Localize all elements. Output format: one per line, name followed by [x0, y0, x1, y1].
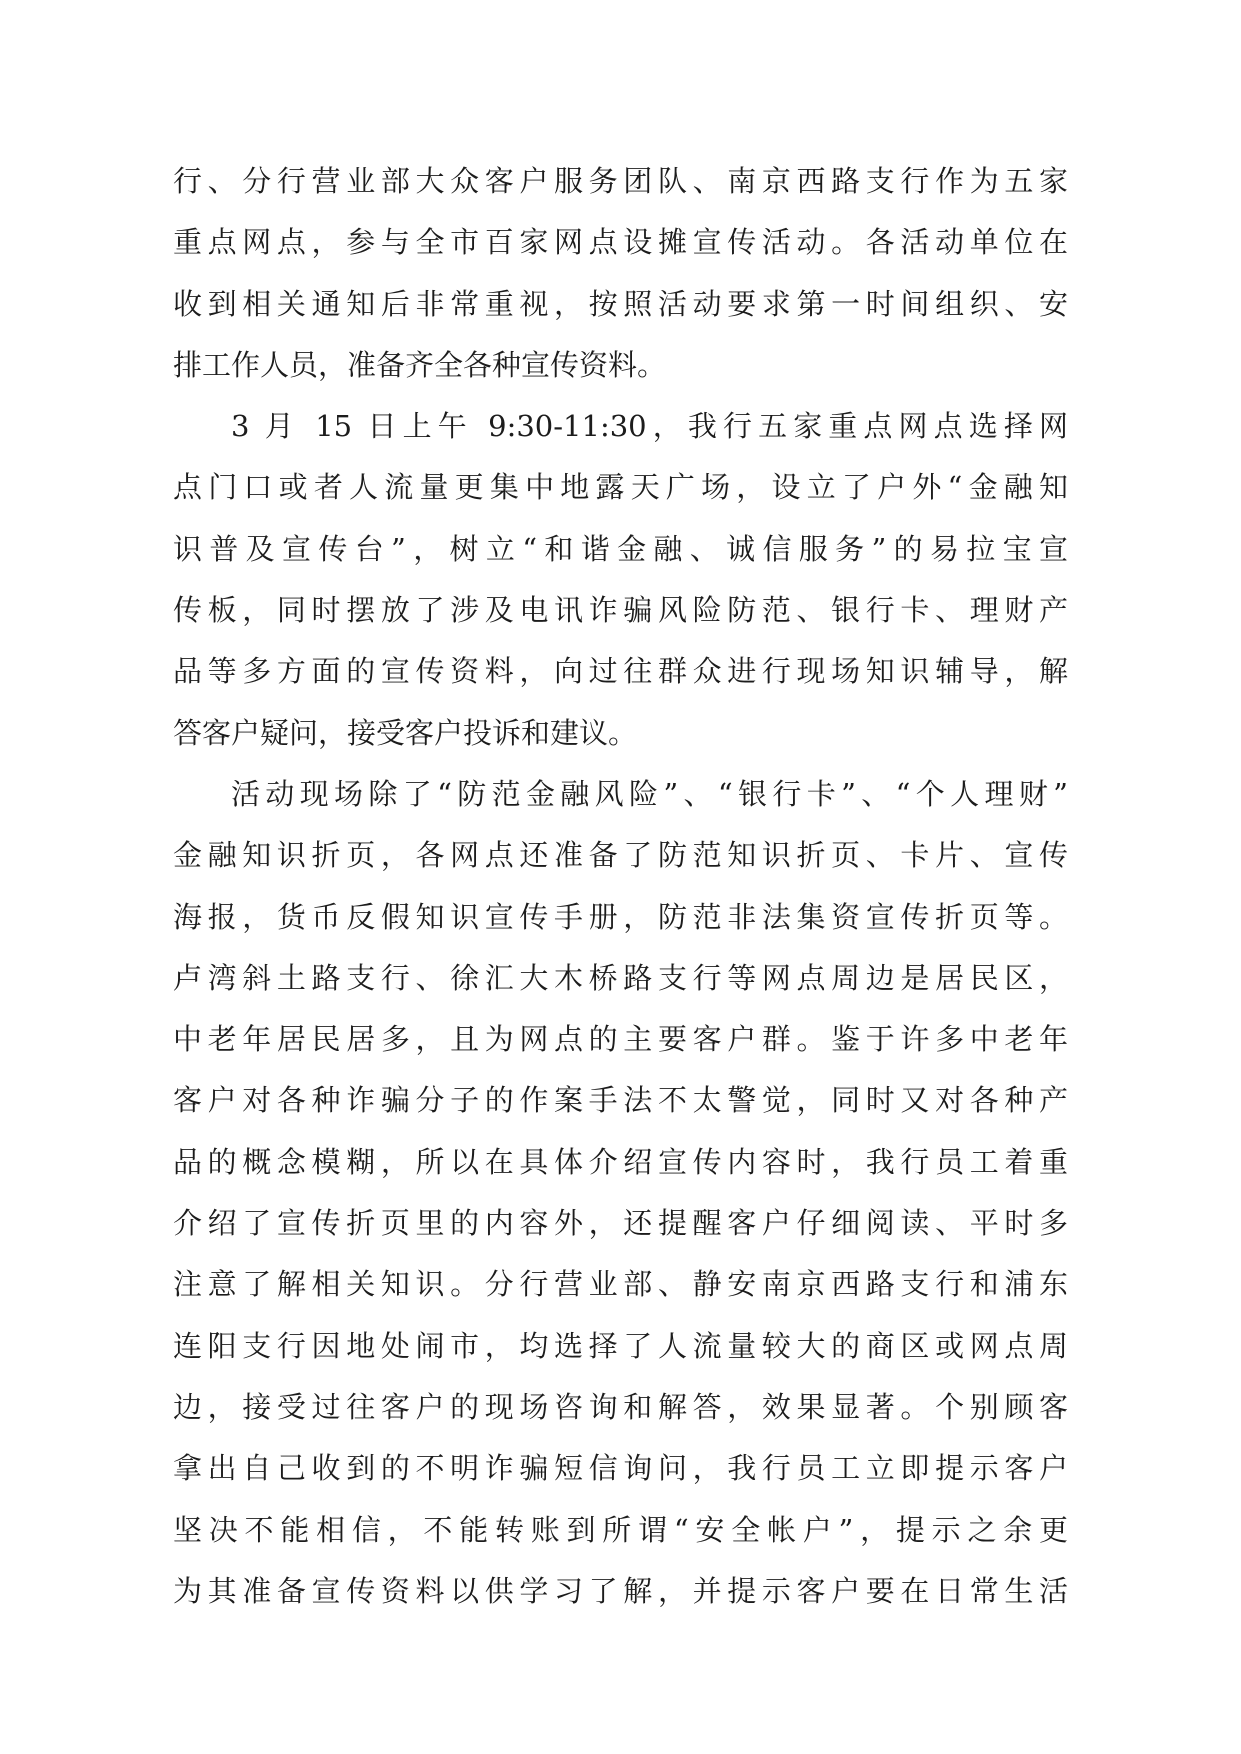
paragraph-1: [173, 151, 1068, 396]
text-line: 行、分行营业部大众客户服务团队、南京西路支行作为五家: [173, 164, 1068, 198]
paragraph-3: [173, 764, 1068, 1622]
text-line: 品等多方面的宣传资料，向过往群众进行现场知识辅导，解: [173, 654, 1068, 689]
text-line: 边，接受过往客户的现场咨询和解答，效果显著。个别顾客: [173, 1389, 1068, 1424]
text-line: 为其准备宣传资料以供学习了解，并提示客户要在日常生活: [173, 1573, 1068, 1608]
text-line: 3 月 15 日上午 9:30-11:30，我行五家重点网点选择网: [231, 409, 1068, 444]
text-line: 活动现场除了“防范金融风险”、“银行卡”、“个人理财”: [231, 776, 1068, 811]
text-line: 传板，同时摆放了涉及电讯诈骗风险防范、银行卡、理财产: [173, 593, 1068, 628]
text-line: 中老年居民居多，且为网点的主要客户群。鉴于许多中老年: [173, 1022, 1068, 1057]
text-line: 重点网点，参与全市百家网点设摊宣传活动。各活动单位在: [173, 225, 1068, 260]
text-line: 收到相关通知后非常重视，按照活动要求第一时间组织、安: [173, 286, 1068, 321]
text-line: 卢湾斜土路支行、徐汇大木桥路支行等网点周边是居民区，: [173, 960, 1068, 995]
text-line: 品的概念模糊，所以在具体介绍宣传内容时，我行员工着重: [173, 1144, 1068, 1179]
text-line: 识普及宣传台”，树立“和谐金融、诚信服务”的易拉宝宣: [173, 531, 1068, 566]
text-line: 客户对各种诈骗分子的作案手法不太警觉，同时又对各种产: [173, 1083, 1068, 1118]
text-line: 排工作人员，准备齐全各种宣传资料。: [173, 347, 667, 382]
body-text: [173, 151, 1068, 1622]
text-line: 连阳支行因地处闹市，均选择了人流量较大的商区或网点周: [173, 1328, 1068, 1363]
text-line: 点门口或者人流量更集中地露天广场，设立了户外“金融知: [173, 470, 1068, 505]
text-line: 拿出自己收到的不明诈骗短信询问，我行员工立即提示客户: [173, 1451, 1068, 1486]
text-line: 坚决不能相信，不能转账到所谓“安全帐户”，提示之余更: [173, 1512, 1068, 1547]
text-line: 答客户疑问，接受客户投诉和建议。: [173, 715, 638, 750]
text-line: 介绍了宣传折页里的内容外，还提醒客户仔细阅读、平时多: [173, 1206, 1068, 1241]
text-line: 海报，货币反假知识宣传手册，防范非法集资宣传折页等。: [173, 899, 1068, 934]
text-line: 金融知识折页，各网点还准备了防范知识折页、卡片、宣传: [173, 838, 1068, 873]
paragraph-2: [173, 396, 1068, 764]
text-line: 注意了解相关知识。分行营业部、静安南京西路支行和浦东: [173, 1267, 1068, 1302]
